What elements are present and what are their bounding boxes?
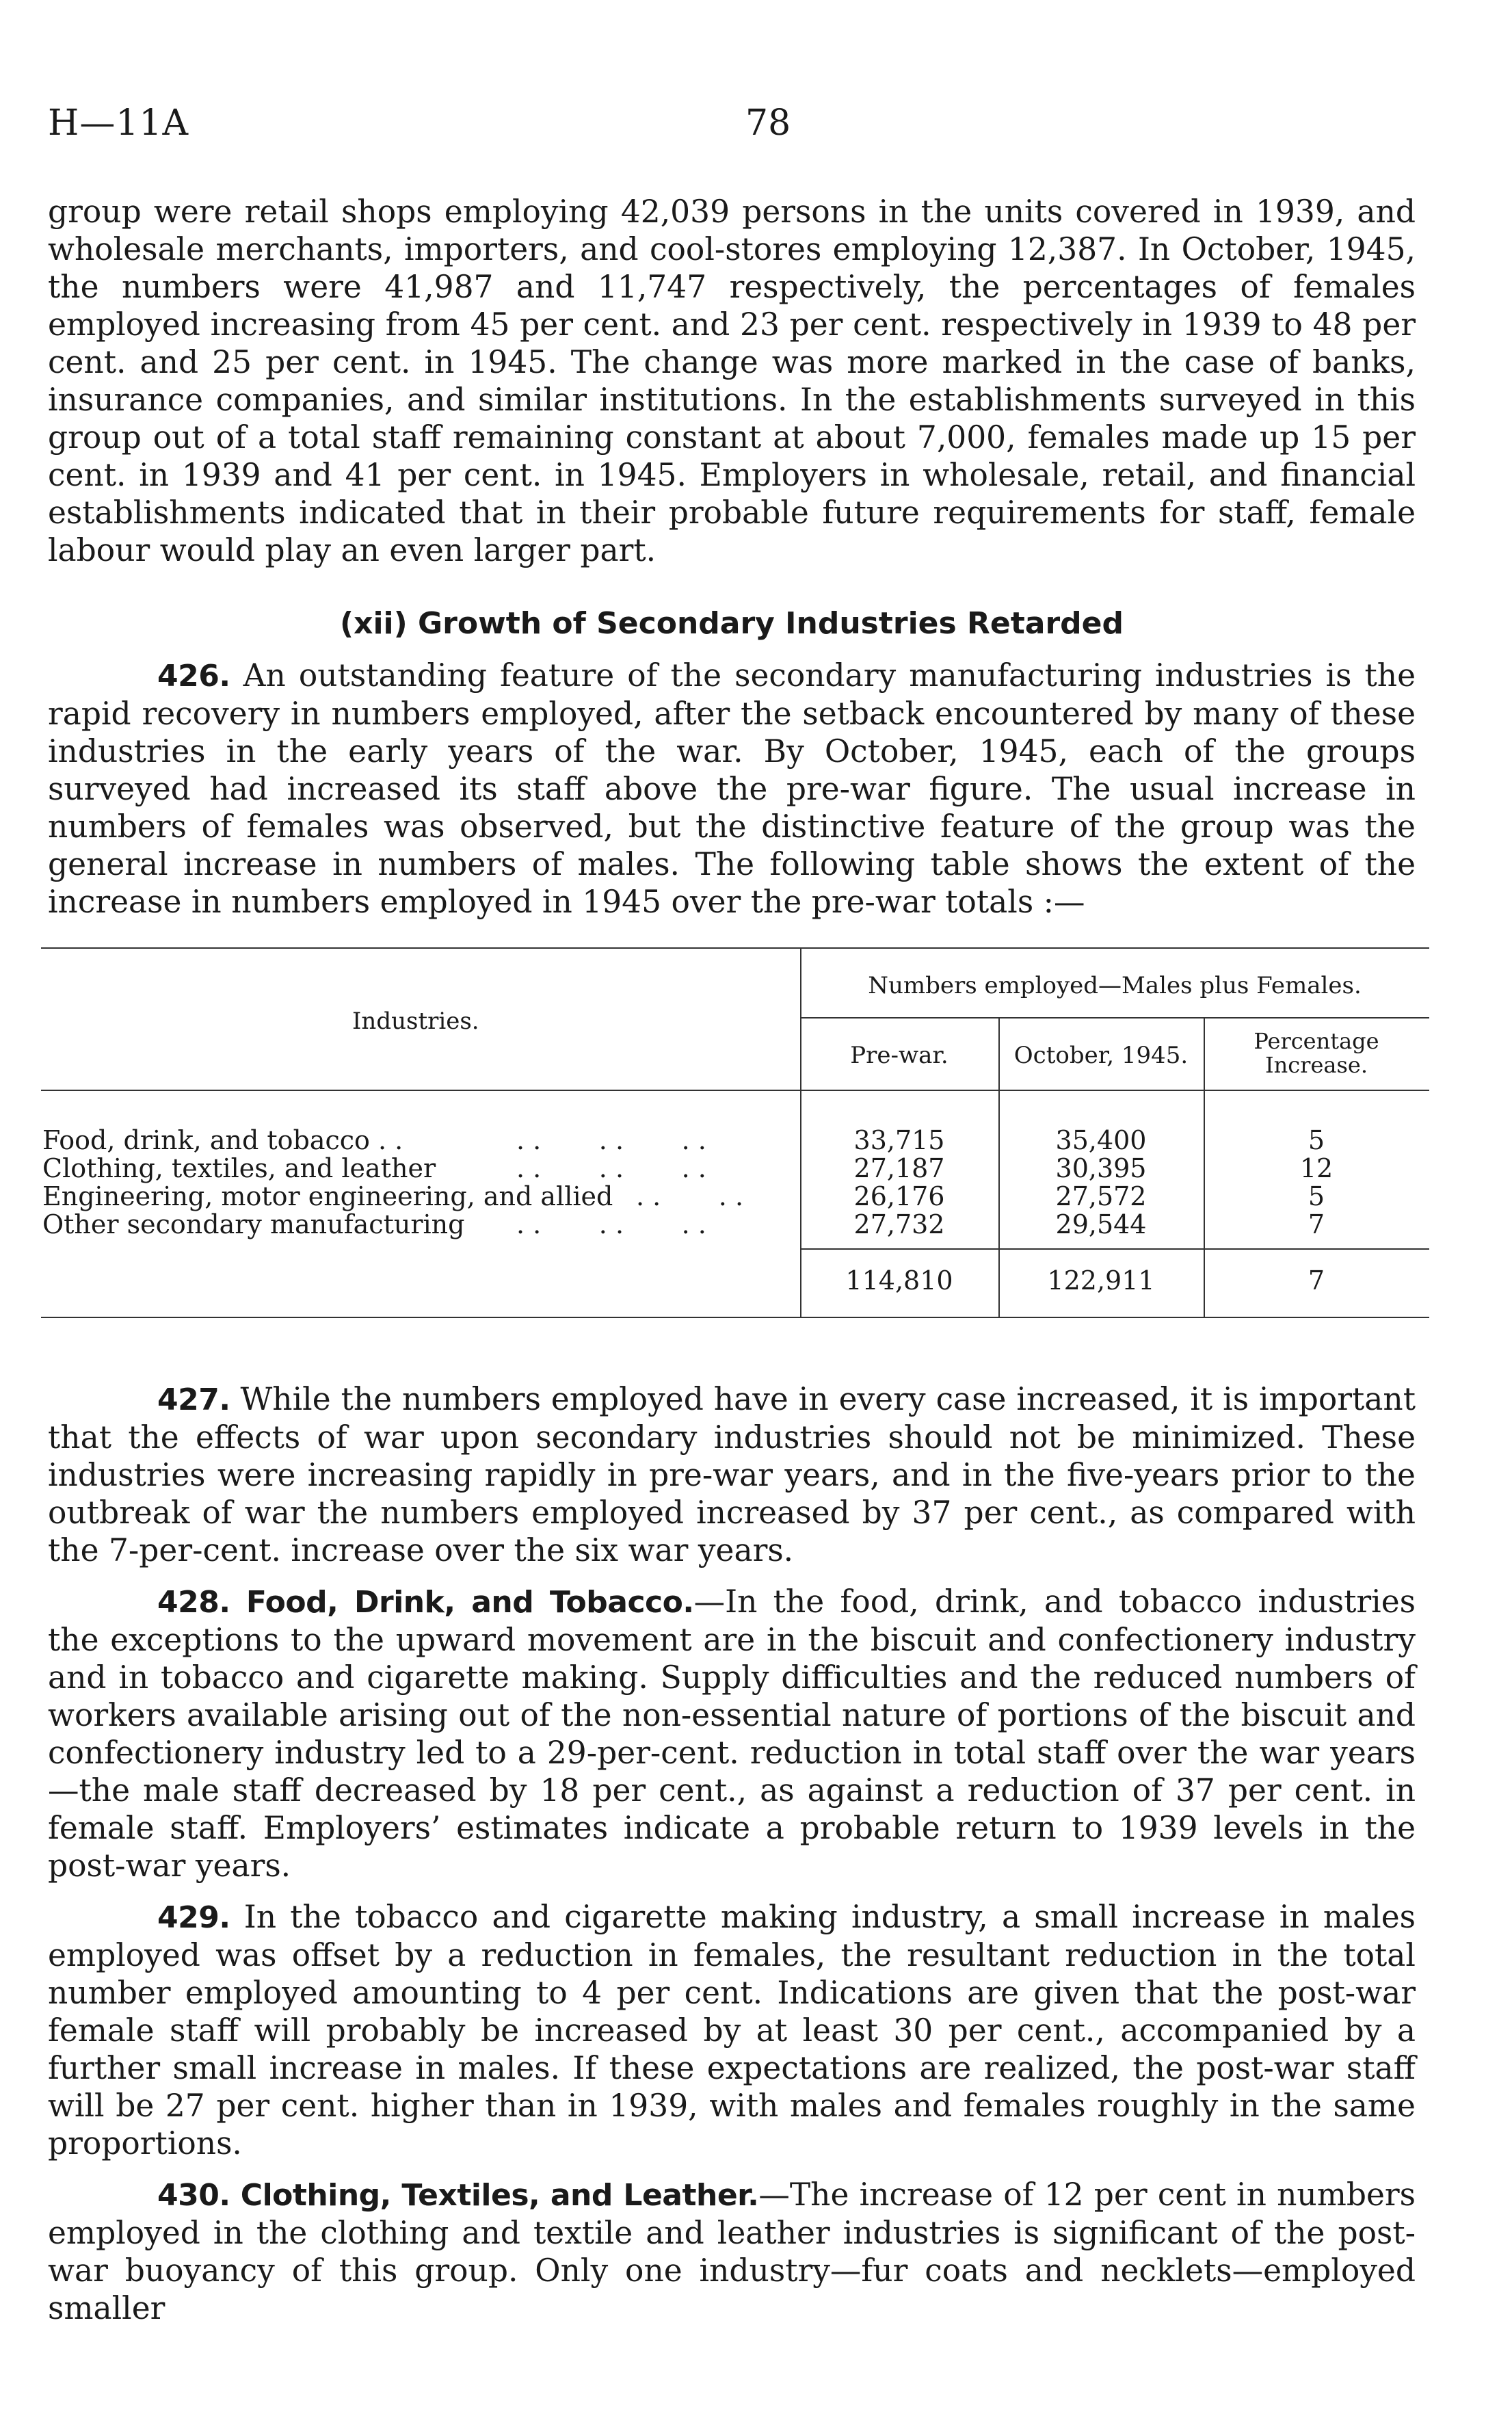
paragraph-427	[48, 1380, 1416, 1569]
table-bottom-rule	[41, 1317, 1429, 1318]
page-header	[48, 103, 1443, 157]
paragraph-428	[48, 1583, 1416, 1884]
paragraph-text: An outstanding feature of the secondary manufacturing industries is the rapid recovery in numbers employed, after the setback encountered by many of these industries in the early years of the war. By October, 1945, each of the groups surveyed had increased its staff above the pre-war figure. The usual increase in numbers of females was observed, but the distinctive feature of the group was the general increase in numbers of males. The following table shows the extent of the increase in numbers employed in 1945 over the pre-war totals :—	[48, 657, 1416, 920]
table-row-industry: Other secondary manufacturing	[42, 1209, 465, 1239]
paragraph-429	[48, 1898, 1416, 2162]
table-cell-october: 29,544	[1055, 1209, 1147, 1239]
table-cell-prewar: 33,715	[853, 1125, 945, 1155]
table-top-rule	[41, 947, 1429, 949]
table-header-prewar: Pre-war.	[850, 1042, 949, 1069]
table-header-group: Numbers employed—Males plus Females.	[868, 972, 1362, 999]
paragraph-intro	[48, 193, 1416, 569]
table-row-leader: . . . .	[636, 1181, 744, 1211]
paragraph-text: In the tobacco and cigarette making industry, a small increase in males employed was offset by a reduction in females, the resultant reduction in the total number employed amounting to 4 per cent. Indications are given that the post-war female staff will probably be increased by at least 30 per cent., accompanied by a further small increase in males. If these expectations are realized, the post-war staff will be 27 per cent. higher than in 1939, with males and females roughly in the same proportions.	[48, 1899, 1416, 2161]
industries-table	[41, 947, 1429, 1330]
table-cell-percentage: 7	[1308, 1209, 1325, 1239]
table-row-industry: Food, drink, and tobacco . .	[42, 1125, 403, 1155]
table-cell-october: 30,395	[1055, 1153, 1147, 1183]
table-row-industry: Engineering, motor engineering, and allied	[42, 1181, 613, 1211]
table-header-industries: Industries.	[352, 1008, 479, 1035]
table-row-leader: . . . . . .	[516, 1153, 706, 1183]
paragraph-430	[48, 2176, 1416, 2327]
paragraph-text: While the numbers employed have in every case increased, it is important that the effects of war upon secondary industries should not be minimized. These industries were increasing rapidly in pre-war years, and in the five-years prior to the outbreak of war the numbers employed increased by 37 per cent., as compared with the 7-per-cent. increase over the six war years.	[48, 1381, 1416, 1568]
table-cell-prewar: 26,176	[853, 1181, 945, 1211]
paragraph-text: —In the food, drink, and tobacco industries the exceptions to the upward movement are in the biscuit and confectionery industry and in tobacco and cigarette making. Supply difficulties and the reduced numbers of workers available arising out of the non-essential nature of portions of the biscuit and confectionery industry led to a 29-per-cent. reduction in total staff over the war years—the male staff decreased by 18 per cent., as against a reduction of 37 per cent. in female staff. Employers’ estimates indicate a probable return to 1939 levels in the post-war years.	[48, 1583, 1416, 1884]
body-text-lower	[48, 1380, 1416, 2327]
table-total-percentage: 7	[1308, 1265, 1325, 1296]
table-cell-percentage: 5	[1308, 1125, 1325, 1155]
table-header-october: October, 1945.	[1013, 1042, 1189, 1069]
table-header-percentage: Percentage	[1254, 1028, 1379, 1054]
document-reference: H—11A	[48, 103, 189, 144]
paragraph-number: 427.	[157, 1382, 230, 1417]
table-cell-prewar: 27,187	[853, 1153, 945, 1183]
table-group-rule	[800, 1017, 1429, 1019]
paragraph-number: 426.	[157, 659, 230, 694]
paragraph-intro-text: group were retail shops employing 42,039 persons in the units covered in 1939, and wholesale merchants, importers, and cool-stores employing 12,387. In October, 1945, the numbers were 41,987 and 11,747 respectively, the percentages of females employed increasing from 45 per cent. and 23 per cent. respectively in 1939 to 48 per cent. and 25 per cent. in 1945. The change was more marked in the case of banks, insurance companies, and similar institutions. In the establishments surveyed in this group out of a total staff remaining constant at about 7,000, females made up 15 per cent. in 1939 and 41 per cent. in 1945. Employers in wholesale, retail, and financial establishments indicated that in their probable future requirements for staff, female labour would play an even larger part.	[48, 194, 1416, 568]
table-row-industry: Clothing, textiles, and leather	[42, 1153, 436, 1183]
paragraph-text: —The increase of 12 per cent in numbers employed in the clothing and textile and leather industries is significant of the post-war buoyancy of this group. Only one industry—fur coats and necklets—employed smaller	[48, 2177, 1416, 2326]
table-cell-prewar: 27,732	[853, 1209, 945, 1239]
table-cell-percentage: 12	[1299, 1153, 1334, 1183]
paragraph-number: 428.	[157, 1585, 230, 1620]
page-number: 78	[745, 103, 791, 144]
table-cell-percentage: 5	[1308, 1181, 1325, 1211]
paragraph-426	[48, 657, 1416, 921]
paragraph-heading: Clothing, Textiles, and Leather.	[240, 2178, 759, 2213]
table-header-percentage: Increase.	[1264, 1052, 1368, 1078]
table-row-leader: . . . . . .	[516, 1209, 706, 1239]
table-header-rule	[41, 1090, 1429, 1091]
table-row-leader: . . . . . .	[516, 1125, 706, 1155]
table-cell-october: 27,572	[1055, 1181, 1147, 1211]
table-cell-october: 35,400	[1055, 1125, 1147, 1155]
paragraph-number: 429.	[157, 1900, 230, 1935]
paragraph-number: 430.	[157, 2178, 230, 2213]
paragraph-heading: Food, Drink, and Tobacco.	[246, 1585, 694, 1620]
table-total-prewar: 114,810	[845, 1265, 953, 1296]
section-heading: (xii) Growth of Secondary Industries Retarded	[339, 606, 1124, 641]
table-total-rule	[800, 1248, 1429, 1250]
table-total-october: 122,911	[1047, 1265, 1155, 1296]
